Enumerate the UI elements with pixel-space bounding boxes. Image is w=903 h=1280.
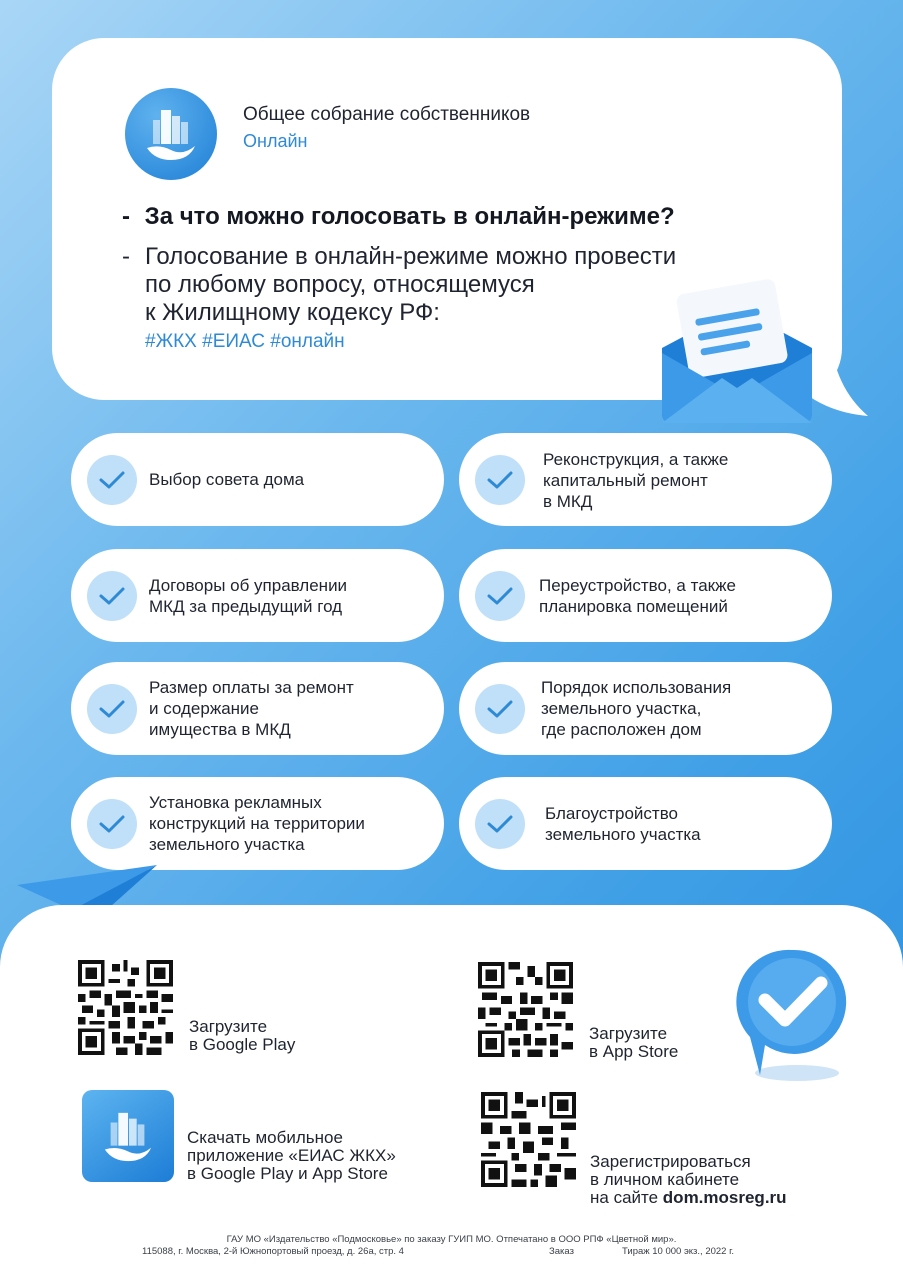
answer-dash: - <box>122 243 130 270</box>
item-card-land-use <box>459 662 832 755</box>
mobile-app-text: Скачать мобильное приложение «ЕИАС ЖКХ» в Google Play и App Store <box>187 1128 396 1183</box>
google-play-text: Загрузите в Google Play <box>189 1017 296 1054</box>
eias-app-icon[interactable] <box>82 1090 174 1182</box>
item-text: Договоры об управлении МКД за предыдущий год <box>149 576 348 616</box>
checkmark-icon <box>475 684 525 734</box>
item-card-landscaping <box>459 777 832 870</box>
item-card-advertising <box>71 777 444 870</box>
item-card-payment <box>71 662 444 755</box>
check-badge-icon <box>735 945 850 1085</box>
item-text: Установка рекламных конструкций на территории земельного участка <box>149 793 365 854</box>
footer-address: 115088, г. Москва, 2-й Южнопортовый проезд, д. 26а, стр. 4 <box>142 1246 404 1257</box>
qr-code-app-store[interactable] <box>478 962 573 1057</box>
app-store-text: Загрузите в App Store <box>589 1024 679 1061</box>
envelope-icon <box>652 278 822 428</box>
footer-publisher: ГАУ МО «Издательство «Подмосковье» по заказу ГУИП МО. Отпечатано в ООО РПФ «Цветной мир». <box>226 1234 677 1245</box>
item-card-council <box>71 433 444 526</box>
logo-icon <box>125 88 217 180</box>
checkmark-icon <box>87 799 137 849</box>
item-text: Реконструкция, а также капитальный ремонт в МКД <box>543 450 729 511</box>
question-text: За что можно голосовать в онлайн-режиме? <box>144 203 675 230</box>
register-site-link[interactable]: dom.mosreg.ru <box>662 1188 787 1207</box>
question-line <box>122 203 675 231</box>
building-hand-icon <box>101 1107 155 1165</box>
item-text: Выбор совета дома <box>149 470 305 489</box>
item-text: Благоустройство земельного участка <box>545 804 701 844</box>
register-text <box>590 1135 787 1207</box>
qr-code-google-play[interactable] <box>78 960 173 1055</box>
answer-block <box>122 243 676 327</box>
hashtags: #ЖКХ #ЕИАС #онлайн <box>145 331 345 352</box>
item-card-redevelopment <box>459 549 832 642</box>
checkmark-icon <box>87 571 137 621</box>
checkmark-icon <box>475 571 525 621</box>
question-dash: - <box>122 203 130 230</box>
item-text: Переустройство, а также планировка помещений <box>539 576 736 616</box>
item-text: Размер оплаты за ремонт и содержание имущества в МКД <box>149 678 354 739</box>
org-title: Общее собрание собственников <box>243 104 531 125</box>
register-prefix: Зарегистрироваться в личном кабинете на сайте <box>590 1152 751 1207</box>
footer-order: Заказ <box>549 1246 574 1257</box>
item-card-management-contracts <box>71 549 444 642</box>
checkmark-icon <box>87 684 137 734</box>
org-subtitle: Онлайн <box>243 131 308 151</box>
checkmark-icon <box>475 455 525 505</box>
qr-code-register[interactable] <box>481 1092 576 1187</box>
item-text: Порядок использования земельного участка, где расположен дом <box>541 678 732 739</box>
item-card-reconstruction <box>459 433 832 526</box>
building-hand-icon <box>143 104 199 164</box>
footer-print-run: Тираж 10 000 экз., 2022 г. <box>622 1246 735 1257</box>
checkmark-icon <box>87 455 137 505</box>
checkmark-icon <box>475 799 525 849</box>
answer-text: Голосование в онлайн-режиме можно провести по любому вопросу, относящемуся к Жилищному кодексу РФ: <box>145 243 677 326</box>
